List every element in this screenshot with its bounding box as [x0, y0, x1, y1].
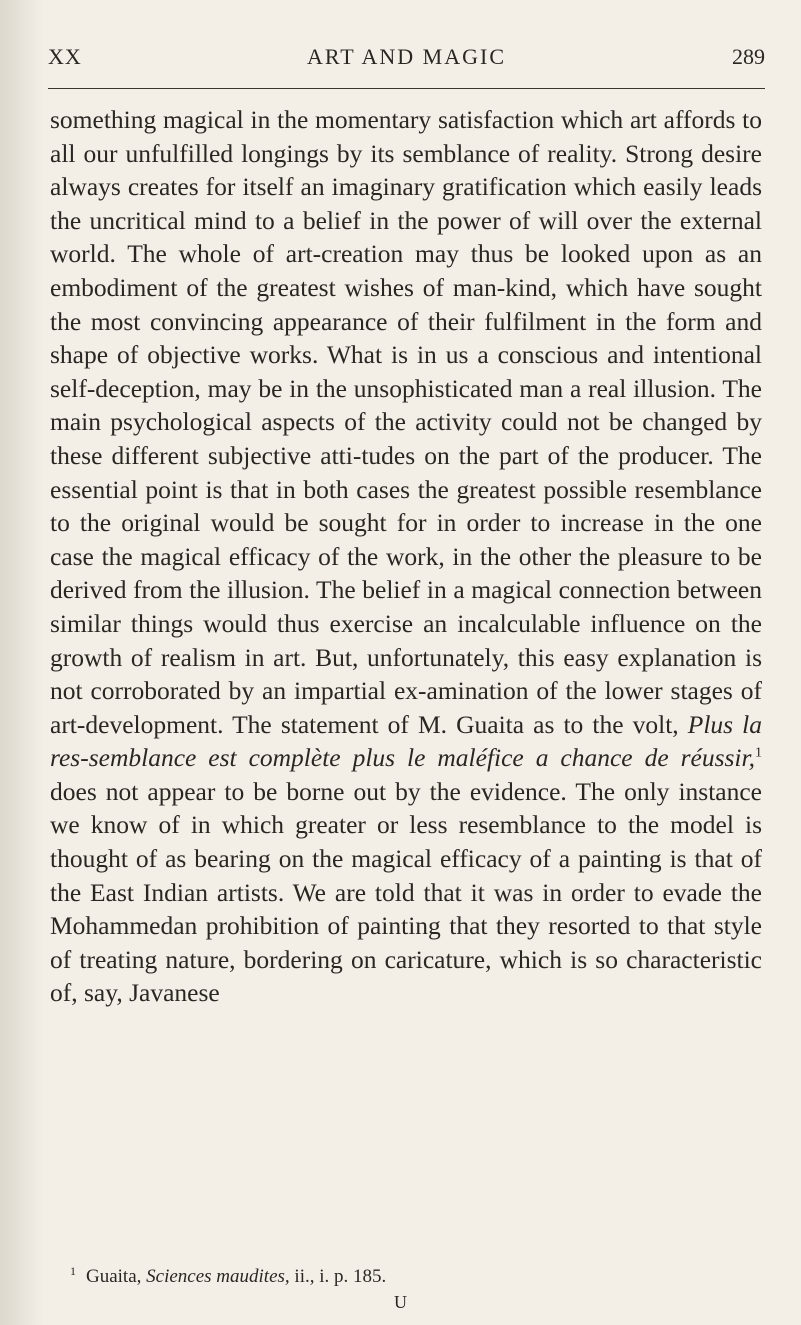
footnote-title: Sciences maudites,	[146, 1266, 290, 1287]
running-head	[48, 44, 765, 84]
spine-shadow	[0, 0, 44, 1325]
footnote-marker[interactable]: 1	[755, 745, 762, 761]
body-text-part-1: something magical in the momentary satisfaction which art affords to all our unfulfilled longings by its semblance of reality. Strong desire always creates for itself an imaginary gratification which easily leads the uncritical mind to a belief in the power of will over the external world. The whole of art-creation may thus be looked upon as an embodiment of the greatest wishes of man-kind, which have sought the most convincing appearance of their fulfilment in the form and shape of objective works. What is in us a conscious and intentional self-deception, may be in the unsophisticated man a real illusion. The main psychological aspects of the activity could not be changed by these different subjective atti-tudes on the part of the producer. The essential point is that in both cases the greatest possible resemblance to the original would be sought for in order to increase in the one case the magical efficacy of the work, in the other the pleasure to be derived from the illusion. The belief in a magical connection between similar things would thus exercise an incalculable influence on the growth of realism in art. But, unfortunately, this easy explanation is not corroborated by an impartial ex-amination of the lower stages of art-development. The statement of M. Guaita as to the volt,	[50, 105, 762, 739]
guaita-quote: Plus la res-semblance est complète plus le maléfice a chance de réussir,	[50, 709, 763, 773]
footnote	[70, 1263, 760, 1288]
running-title: ART AND MAGIC	[306, 44, 507, 69]
signature-mark: U	[394, 1292, 407, 1312]
footnote-number: 1	[70, 1263, 76, 1278]
body-paragraph	[50, 103, 762, 1010]
page-number: 289	[732, 44, 765, 69]
chapter-number: XX	[48, 44, 82, 69]
footnote-author: Guaita,	[86, 1266, 142, 1287]
body-text-part-2: does not appear to be borne out by the evidence. The only instance we know of in which greater or less resemblance to the model is thought of as bearing on the magical efficacy of a painting is that of the East Indian artists. We are told that it was in order to evade the Mohammedan prohibition of painting that they resorted to that style of treating nature, bordering on caricature, which is so characteristic of, say, Javanese	[50, 776, 762, 1008]
footnote-reference: ii., i. p. 185.	[294, 1266, 387, 1287]
header-rule	[48, 88, 765, 89]
